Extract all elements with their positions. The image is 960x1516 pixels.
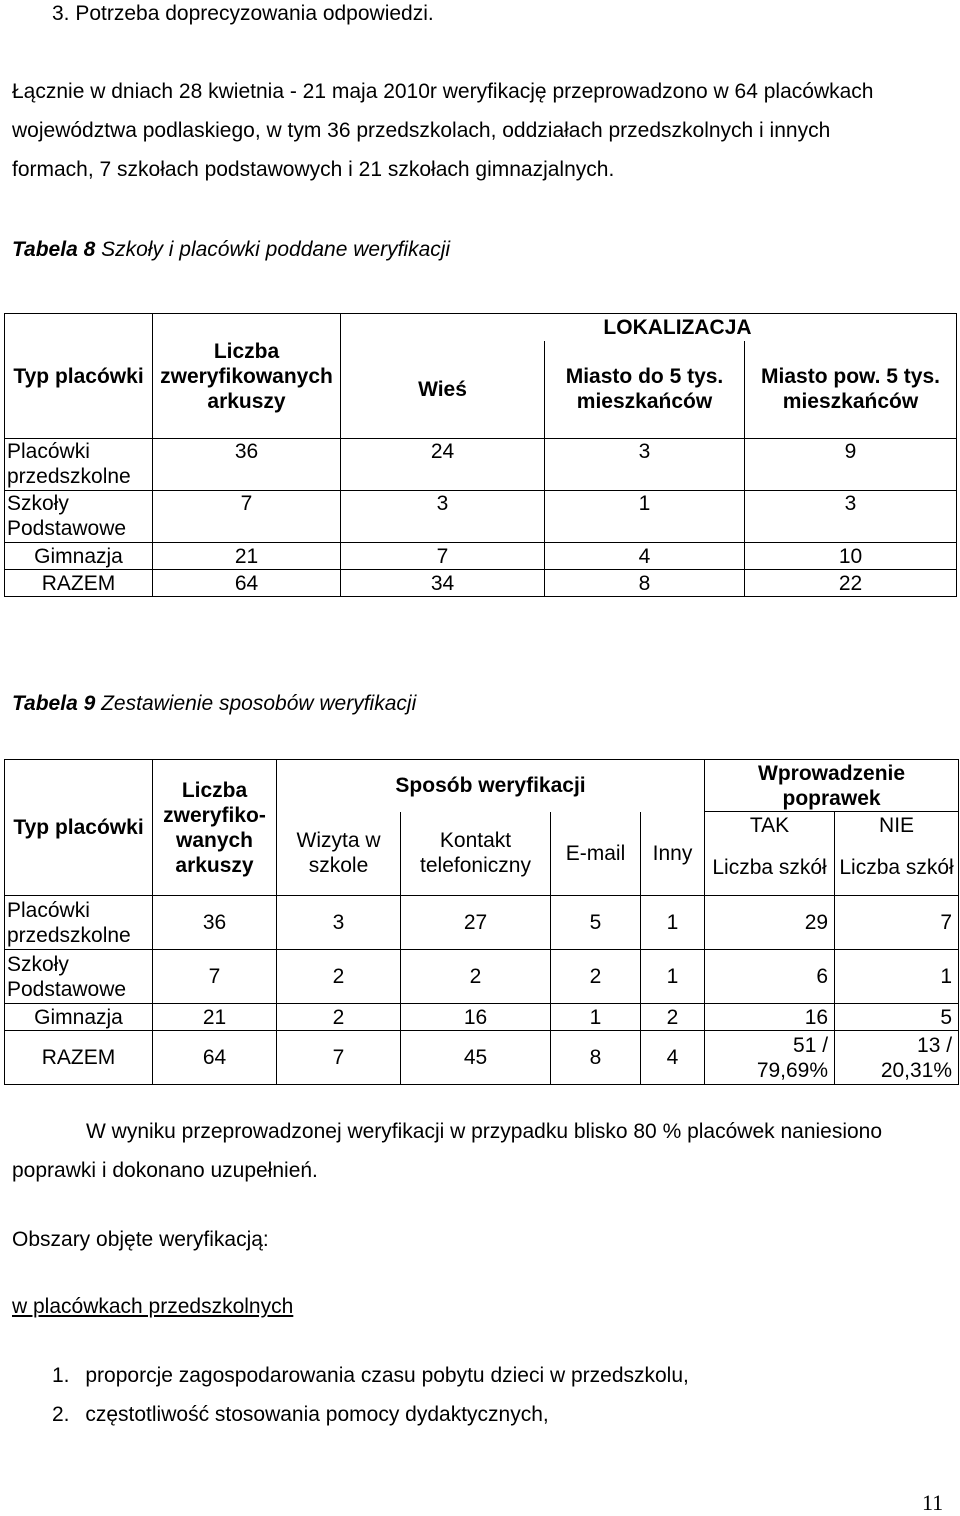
row-nie-count: 13 / bbox=[917, 1033, 953, 1057]
areas-list bbox=[52, 1356, 689, 1434]
row-inny: 1 bbox=[641, 950, 705, 1004]
table9-header-tak: TAK bbox=[705, 812, 835, 840]
table9-header-wprowadzenie: Wprowadzenie poprawek bbox=[705, 760, 959, 812]
list-item-number: 1. bbox=[52, 1364, 70, 1387]
row-tak: 6 bbox=[705, 950, 835, 1004]
row-typ: RAZEM bbox=[5, 570, 153, 597]
table-row bbox=[5, 543, 957, 570]
table9-header-email: E-mail bbox=[551, 812, 641, 896]
row-typ: RAZEM bbox=[5, 1031, 153, 1085]
row-tak-count: 51 / bbox=[793, 1033, 829, 1057]
page-number: 11 bbox=[922, 1490, 944, 1515]
row-tak: 29 bbox=[705, 896, 835, 950]
row-nie: 5 bbox=[835, 1004, 959, 1031]
row-miasto-pow: 3 bbox=[745, 491, 957, 543]
table8-header-miasto-do: Miasto do 5 tys. mieszkańców bbox=[545, 341, 745, 439]
list-item bbox=[52, 1356, 689, 1395]
intro-line: województwa podlaskiego, w tym 36 przedszkolach, oddziałach przedszkolnych i innych bbox=[12, 119, 831, 142]
table8 bbox=[4, 313, 957, 597]
row-miasto-do: 4 bbox=[545, 543, 745, 570]
row-liczba: 36 bbox=[153, 439, 341, 491]
row-typ: Szkoły Podstawowe bbox=[5, 950, 153, 1004]
table9-header-liczba: Liczba zweryfiko-wanych arkuszy bbox=[153, 760, 277, 896]
row-tak-percent: 79,69% bbox=[756, 1058, 829, 1082]
table-row bbox=[5, 1031, 959, 1085]
subheading: w placówkach przedszkolnych bbox=[12, 1295, 294, 1318]
row-wies: 3 bbox=[341, 491, 545, 543]
row-liczba: 7 bbox=[153, 950, 277, 1004]
row-nie-percent: 20,31% bbox=[880, 1058, 953, 1082]
table8-header-lokalizacja: LOKALIZACJA bbox=[341, 314, 957, 341]
row-wizyta: 2 bbox=[277, 1004, 401, 1031]
areas-heading: Obszary objęte weryfikacją: bbox=[12, 1228, 269, 1251]
row-miasto-do: 3 bbox=[545, 439, 745, 491]
summary-line: W wyniku przeprowadzonej weryfikacji w przypadku blisko 80 % placówek naniesiono bbox=[86, 1120, 883, 1143]
table8-caption-label: Tabela 8 bbox=[12, 238, 96, 261]
table9 bbox=[4, 759, 959, 1085]
table9-header-nie: NIE bbox=[835, 812, 959, 840]
row-wizyta: 2 bbox=[277, 950, 401, 1004]
row-email: 2 bbox=[551, 950, 641, 1004]
list-item-number: 2. bbox=[52, 1403, 70, 1426]
row-nie: 1 bbox=[835, 950, 959, 1004]
table9-caption bbox=[12, 684, 416, 723]
table8-header-wies: Wieś bbox=[341, 341, 545, 439]
row-tak: 16 bbox=[705, 1004, 835, 1031]
row-wies: 24 bbox=[341, 439, 545, 491]
table9-header-sposob: Sposób weryfikacji bbox=[277, 760, 705, 812]
list-item-text: częstotliwość stosowania pomocy dydaktycznych, bbox=[85, 1403, 549, 1426]
table-row bbox=[5, 1004, 959, 1031]
section-heading: 3. Potrzeba doprecyzowania odpowiedzi. bbox=[52, 2, 434, 25]
table9-header-liczba-szkol-tak: Liczba szkół bbox=[705, 840, 835, 896]
row-nie bbox=[835, 1031, 959, 1085]
row-typ: Placówki przedszkolne bbox=[5, 896, 153, 950]
row-typ: Gimnazja bbox=[5, 1004, 153, 1031]
table-row bbox=[5, 950, 959, 1004]
row-kontakt: 2 bbox=[401, 950, 551, 1004]
row-liczba: 64 bbox=[153, 1031, 277, 1085]
table9-caption-label: Tabela 9 bbox=[12, 692, 96, 715]
summary-paragraph bbox=[12, 1112, 882, 1190]
row-nie: 7 bbox=[835, 896, 959, 950]
row-kontakt: 16 bbox=[401, 1004, 551, 1031]
list-item bbox=[52, 1395, 689, 1434]
table8-header-typ: Typ placówki bbox=[5, 314, 153, 439]
table8-caption bbox=[12, 230, 450, 269]
row-miasto-pow: 9 bbox=[745, 439, 957, 491]
table9-header-kontakt: Kontakt telefoniczny bbox=[401, 812, 551, 896]
table8-caption-text: Szkoły i placówki poddane weryfikacji bbox=[95, 238, 451, 261]
table9-header-liczba-szkol-nie: Liczba szkół bbox=[835, 840, 959, 896]
row-inny: 1 bbox=[641, 896, 705, 950]
row-miasto-pow: 10 bbox=[745, 543, 957, 570]
row-email: 1 bbox=[551, 1004, 641, 1031]
row-typ: Szkoły Podstawowe bbox=[5, 491, 153, 543]
intro-paragraph bbox=[12, 72, 873, 189]
row-tak bbox=[705, 1031, 835, 1085]
row-email: 5 bbox=[551, 896, 641, 950]
table9-header-typ: Typ placówki bbox=[5, 760, 153, 896]
row-email: 8 bbox=[551, 1031, 641, 1085]
row-liczba: 21 bbox=[153, 543, 341, 570]
row-liczba: 36 bbox=[153, 896, 277, 950]
summary-line: poprawki i dokonano uzupełnień. bbox=[12, 1159, 318, 1182]
row-liczba: 64 bbox=[153, 570, 341, 597]
intro-line: Łącznie w dniach 28 kwietnia - 21 maja 2010r weryfikację przeprowadzono w 64 placówkach bbox=[12, 80, 874, 103]
row-kontakt: 27 bbox=[401, 896, 551, 950]
list-item-text: proporcje zagospodarowania czasu pobytu dzieci w przedszkolu, bbox=[85, 1364, 689, 1387]
table8-header-miasto-pow: Miasto pow. 5 tys. mieszkańców bbox=[745, 341, 957, 439]
intro-line: formach, 7 szkołach podstawowych i 21 szkołach gimnazjalnych. bbox=[12, 158, 615, 181]
row-wies: 7 bbox=[341, 543, 545, 570]
row-wizyta: 7 bbox=[277, 1031, 401, 1085]
table8-header-liczba: Liczba zweryfikowanych arkuszy bbox=[153, 314, 341, 439]
table-row bbox=[5, 570, 957, 597]
row-miasto-do: 8 bbox=[545, 570, 745, 597]
row-inny: 2 bbox=[641, 1004, 705, 1031]
row-miasto-pow: 22 bbox=[745, 570, 957, 597]
row-wizyta: 3 bbox=[277, 896, 401, 950]
row-wies: 34 bbox=[341, 570, 545, 597]
row-inny: 4 bbox=[641, 1031, 705, 1085]
row-liczba: 21 bbox=[153, 1004, 277, 1031]
table9-header-wizyta: Wizyta w szkole bbox=[277, 812, 401, 896]
row-typ: Gimnazja bbox=[5, 543, 153, 570]
row-kontakt: 45 bbox=[401, 1031, 551, 1085]
row-liczba: 7 bbox=[153, 491, 341, 543]
table9-caption-text: Zestawienie sposobów weryfikacji bbox=[95, 692, 417, 715]
row-miasto-do: 1 bbox=[545, 491, 745, 543]
table-row bbox=[5, 896, 959, 950]
row-typ: Placówki przedszkolne bbox=[5, 439, 153, 491]
table9-header-inny: Inny bbox=[641, 812, 705, 896]
table-row bbox=[5, 439, 957, 491]
table-row bbox=[5, 491, 957, 543]
